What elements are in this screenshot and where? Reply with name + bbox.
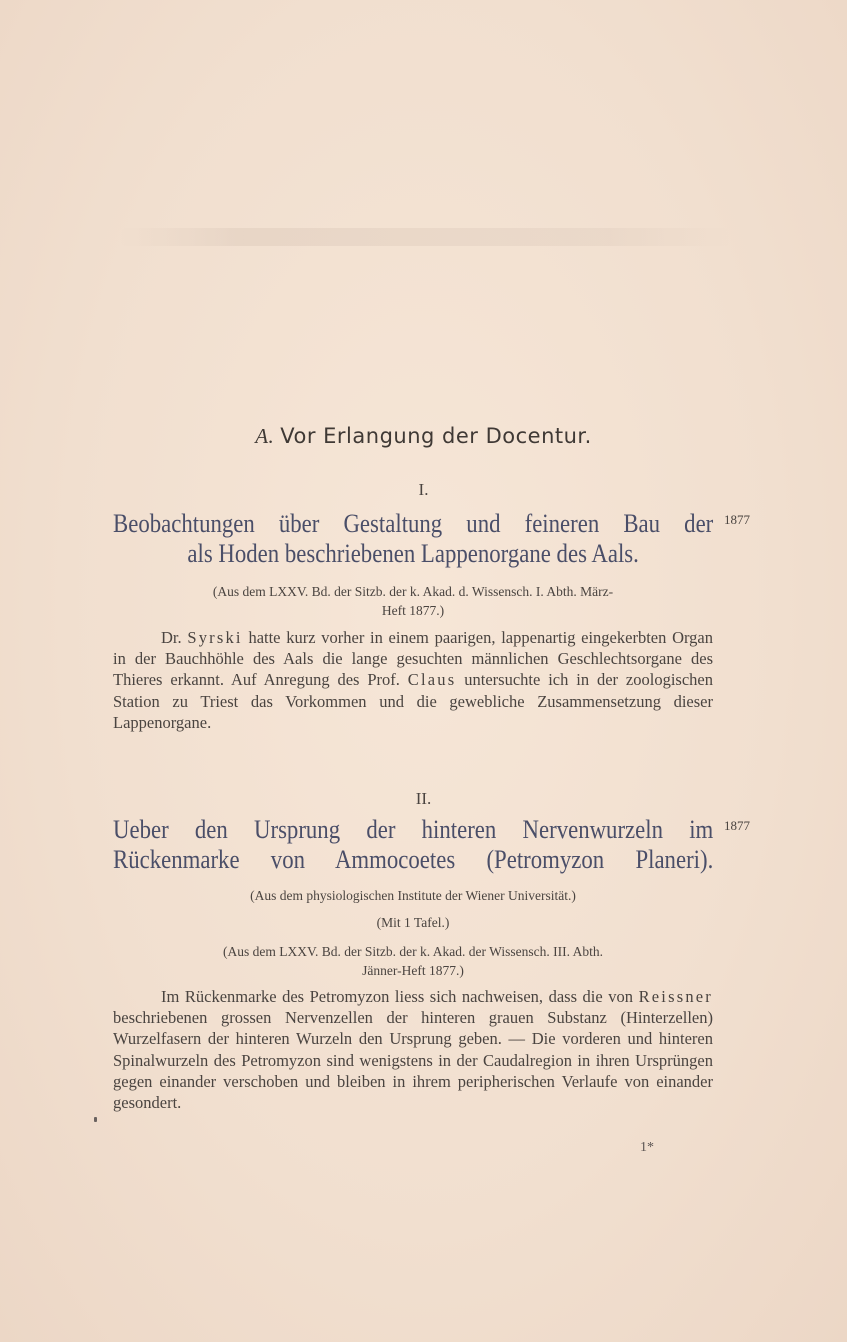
margin-speck	[94, 1117, 97, 1122]
abstract-text: hatte kurz vorher in einem paarigen, lappenartig eingekerbten Organ in der Bauchhöhle des Aals die lange gesuchten männlichen Geschlechtsorgane des Thieres erkannt. Auf Anregung des Prof.	[113, 628, 713, 690]
author-name: Reissner	[638, 987, 713, 1006]
show-through-ink	[120, 228, 730, 246]
abstract-text: untersuchte ich in der zoologischen Station zu Triest das Vorkommen und die gewebliche Zusammensetzung dieser Lappenorgane.	[113, 670, 713, 732]
abstract-text: Im Rückenmarke des Petromyzon liess sich nachweisen, dass die von	[161, 987, 639, 1006]
abstract-text: beschriebenen grossen Nervenzellen der hinteren grauen Substanz (Hinterzellen) Wurzelfasern der hinteren Wurzeln den Ursprung geben. — Die vorderen und hinteren Spinalwurzeln des Petromyzon sind wenigstens in der Caudalregion in ihren Ursprüngen gegen einander verschoben und bleiben in ihrem peripherischen Verlaufe von einander gesondert.	[113, 1008, 713, 1113]
entry-2-abstract	[113, 986, 713, 1113]
entry-2-title	[113, 814, 714, 874]
entry-2-year: 1877	[724, 818, 750, 833]
entry-2-source-line: (Mit 1 Tafel.)	[376, 915, 450, 930]
entry-1-title-line: Beobachtungen über Gestaltung und feineren Bau der	[113, 508, 714, 538]
entry-1-numeral: I.	[418, 480, 429, 499]
author-name: Claus	[407, 670, 457, 690]
entry-2-source	[113, 886, 713, 980]
entry-1-source-line: Heft 1877.)	[381, 603, 445, 618]
entry-1-abstract	[113, 627, 713, 733]
entry-2-numeral: II.	[415, 789, 432, 808]
entry-1-title-line: als Hoden beschriebenen Lappenorgane des Aals.	[187, 538, 639, 568]
abstract-text: Dr.	[161, 628, 188, 647]
entry-2-source-line: Jänner-Heft 1877.)	[362, 963, 464, 978]
entry-1-title	[113, 508, 714, 568]
entry-1-source	[113, 582, 713, 620]
entry-2-title-line: Rückenmarke von Ammocoetes (Petromyzon Planeri).	[113, 844, 714, 874]
entry-1-source-line: (Aus dem LXXV. Bd. der Sitzb. der k. Akad. d. Wissensch. I. Abth. März-	[212, 584, 614, 599]
entry-1-year: 1877	[724, 512, 750, 527]
author-name: Syrski	[187, 628, 243, 647]
section-heading	[0, 424, 847, 449]
section-heading-text: Vor Erlangung der Docentur.	[280, 424, 592, 448]
entry-2-source-line: (Aus dem physiologischen Institute der Wiener Universität.)	[250, 888, 576, 903]
signature-mark: 1*	[640, 1140, 654, 1155]
entry-2-source-line: (Aus dem LXXV. Bd. der Sitzb. der k. Akad. der Wissensch. III. Abth.	[223, 944, 603, 959]
entry-2-title-line: Ueber den Ursprung der hinteren Nervenwurzeln im	[113, 814, 714, 844]
section-letter: A.	[255, 424, 275, 448]
